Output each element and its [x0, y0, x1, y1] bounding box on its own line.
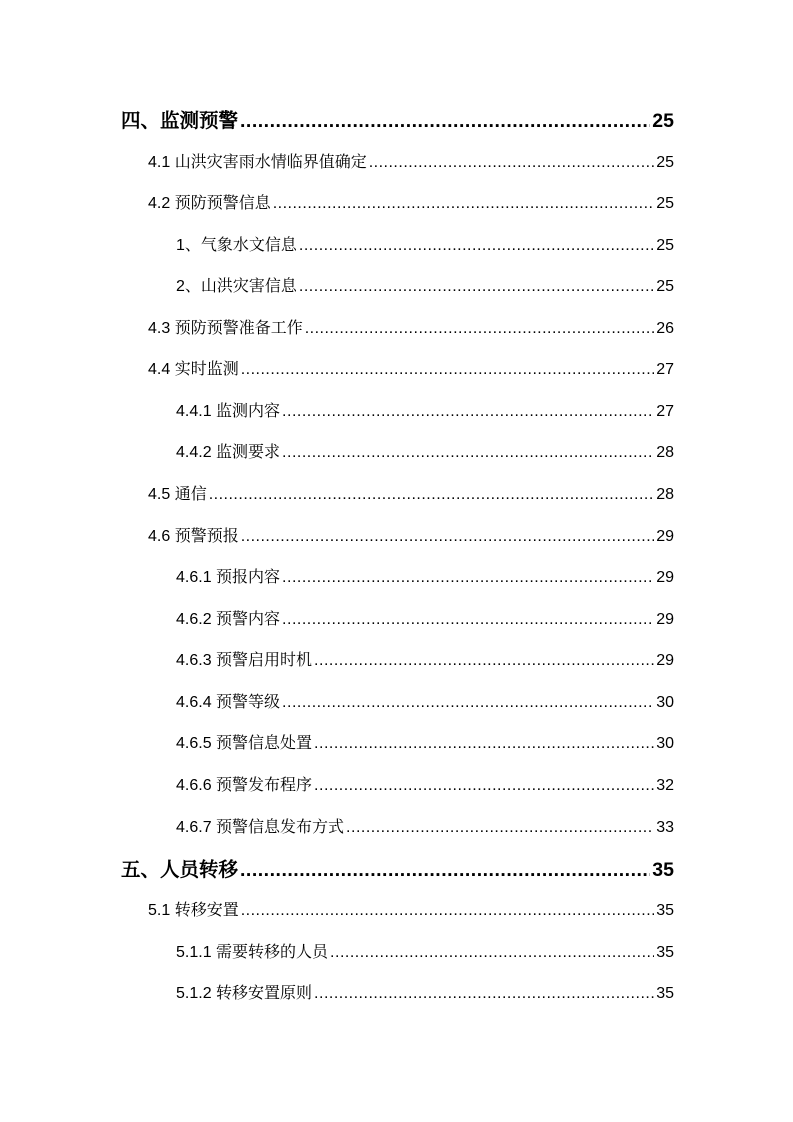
toc-entry-label: 5.1.1 需要转移的人员	[176, 944, 329, 961]
toc-entry-label: 4.1 山洪灾害雨水情临界值确定	[148, 154, 367, 171]
toc-entry-label: 4.6.6 预警发布程序	[176, 777, 313, 794]
toc-entry-4-6[interactable]	[148, 523, 674, 546]
toc-entry-page: 32	[656, 777, 674, 794]
toc-entry-5-1[interactable]	[148, 897, 674, 920]
toc-entry-page: 29	[656, 569, 674, 586]
toc-entry-4-6-2[interactable]	[176, 606, 674, 629]
toc-entry-label: 2、山洪灾害信息	[176, 278, 297, 295]
dot-leader	[273, 195, 655, 213]
toc-entry-4-4-2[interactable]	[176, 439, 674, 462]
dot-leader	[299, 278, 654, 296]
toc-entry-label: 4.6.3 预警启用时机	[176, 652, 313, 669]
toc-entry-chapter-5[interactable]	[121, 854, 674, 882]
toc-entry-4-6-5[interactable]	[176, 730, 674, 753]
toc-entry-4-2-2[interactable]	[176, 273, 674, 296]
toc-entry-label: 4.6.7 预警信息发布方式	[176, 819, 345, 836]
toc-entry-label: 四、监测预警	[121, 110, 239, 132]
toc-entry-page: 27	[656, 361, 674, 378]
toc-entry-4-2[interactable]	[148, 190, 674, 213]
toc-entry-label: 4.4.2 监测要求	[176, 444, 281, 461]
toc-entry-page: 35	[656, 902, 674, 919]
toc-entry-page: 25	[656, 154, 674, 171]
toc-entry-label: 4.6.1 预报内容	[176, 569, 281, 586]
toc-entry-page: 35	[656, 985, 674, 1002]
toc-entry-page: 25	[656, 195, 674, 212]
toc-entry-label: 4.4.1 监测内容	[176, 403, 281, 420]
dot-leader	[282, 611, 654, 629]
toc-entry-page: 29	[656, 611, 674, 628]
dot-leader	[314, 985, 654, 1003]
toc-entry-page: 29	[656, 528, 674, 545]
dot-leader	[299, 237, 654, 255]
toc-entry-page: 35	[652, 859, 674, 881]
toc-entry-page: 26	[656, 320, 674, 337]
toc-entry-chapter-4[interactable]	[121, 105, 674, 133]
toc-entry-page: 29	[656, 652, 674, 669]
toc-entry-4-6-4[interactable]	[176, 689, 674, 712]
toc-entry-page: 30	[656, 694, 674, 711]
dot-leader	[369, 154, 655, 172]
dot-leader	[305, 320, 655, 338]
toc-entry-label: 4.4 实时监测	[148, 361, 239, 378]
toc-entry-label: 4.6.2 预警内容	[176, 611, 281, 628]
dot-leader	[314, 777, 654, 795]
toc-entry-label: 5.1.2 转移安置原则	[176, 985, 313, 1002]
dot-leader	[241, 528, 655, 546]
toc-entry-4-3[interactable]	[148, 315, 674, 338]
dot-leader	[282, 569, 654, 587]
toc-entry-4-6-3[interactable]	[176, 647, 674, 670]
dot-leader	[282, 444, 654, 462]
toc-entry-page: 25	[656, 237, 674, 254]
dot-leader	[240, 859, 650, 882]
toc-entry-page: 30	[656, 735, 674, 752]
toc-entry-label: 5.1 转移安置	[148, 902, 239, 919]
toc-entry-label: 4.5 通信	[148, 486, 207, 503]
toc-entry-page: 35	[656, 944, 674, 961]
toc-entry-page: 25	[652, 110, 674, 132]
toc-entry-label: 4.6.4 预警等级	[176, 694, 281, 711]
dot-leader	[240, 110, 650, 133]
toc-entry-4-4[interactable]	[148, 356, 674, 379]
dot-leader	[282, 694, 654, 712]
toc-entry-4-1[interactable]	[148, 149, 674, 172]
toc-entry-4-6-1[interactable]	[176, 564, 674, 587]
dot-leader	[209, 486, 655, 504]
toc-entry-label: 4.6 预警预报	[148, 528, 239, 545]
dot-leader	[282, 403, 654, 421]
dot-leader	[330, 944, 654, 962]
toc-entry-label: 4.2 预防预警信息	[148, 195, 271, 212]
toc-entry-page: 33	[656, 819, 674, 836]
toc-entry-5-1-1[interactable]	[176, 939, 674, 962]
toc-entry-label: 4.3 预防预警准备工作	[148, 320, 303, 337]
toc-entry-page: 25	[656, 278, 674, 295]
toc-entry-4-4-1[interactable]	[176, 398, 674, 421]
toc-entry-page: 28	[656, 486, 674, 503]
dot-leader	[314, 652, 654, 670]
toc-entry-4-6-7[interactable]	[176, 814, 674, 837]
toc-entry-4-2-1[interactable]	[176, 232, 674, 255]
toc-entry-label: 五、人员转移	[121, 859, 239, 881]
dot-leader	[346, 819, 654, 837]
toc-entry-5-1-2[interactable]	[176, 980, 674, 1003]
toc-entry-page: 28	[656, 444, 674, 461]
toc-entry-label: 1、气象水文信息	[176, 237, 297, 254]
toc-entry-4-6-6[interactable]	[176, 772, 674, 795]
toc-entry-4-5[interactable]	[148, 481, 674, 504]
dot-leader	[241, 902, 655, 920]
dot-leader	[241, 361, 655, 379]
toc-entry-label: 4.6.5 预警信息处置	[176, 735, 313, 752]
toc-entry-page: 27	[656, 403, 674, 420]
dot-leader	[314, 735, 654, 753]
